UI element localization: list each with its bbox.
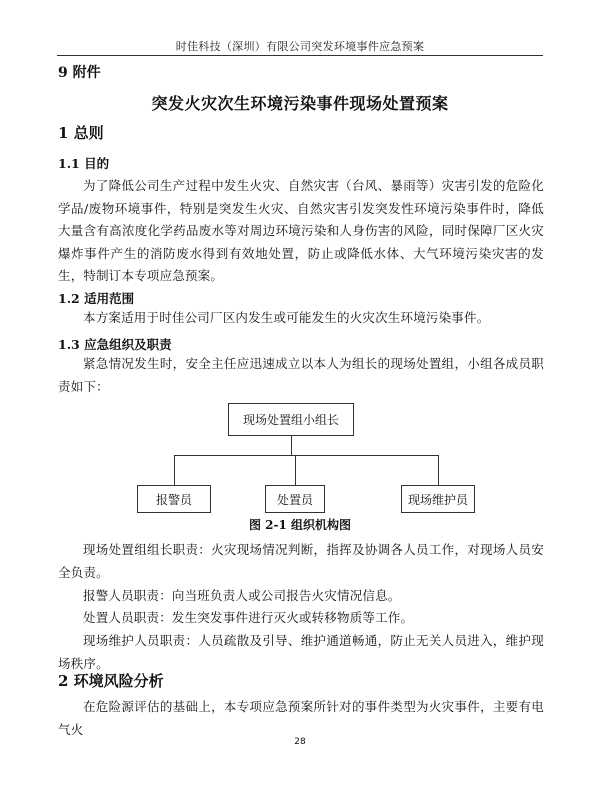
org-chart-child-box: 处置员	[265, 485, 325, 513]
org-chart-child-box: 报警员	[137, 485, 211, 513]
org-chart-connector	[174, 455, 175, 485]
duty-paragraph: 报警人员职责：向当班负责人或公司报告火灾情况信息。	[83, 588, 401, 603]
duty-paragraph: 处置人员职责：发生突发事件进行灭火或转移物质等工作。	[83, 610, 414, 625]
page-header: 时佳科技（深圳）有限公司突发环境事件应急预案	[175, 40, 425, 53]
section-2-paragraph: 在危险源评估的基础上，本专项应急预案所针对的事件类型为火灾事件，主要有电气火	[58, 699, 544, 737]
section-1-2-paragraph: 本方案适用于时佳公司厂区内发生或可能发生的火灾次生环境污染事件。	[83, 310, 490, 325]
section-2-heading: 2 环境风险分析	[58, 672, 164, 690]
section-1-2-heading: 1.2 适用范围	[58, 291, 135, 306]
header-rule	[57, 55, 543, 56]
org-chart-connector	[291, 436, 292, 455]
org-chart-connector	[438, 455, 439, 485]
duty-paragraph: 现场维护人员职责：人员疏散及引导、维护通道畅通，防止无关人员进入，维护现场秩序。	[58, 633, 544, 671]
appendix-heading: 9 附件	[58, 65, 101, 81]
org-chart-connector	[295, 455, 296, 485]
document-title: 突发火灾次生环境污染事件现场处置预案	[151, 94, 449, 113]
section-1-3-paragraph: 紧急情况发生时，安全主任应迅速成立以本人为组长的现场处置组，小组各成员职责如下：	[58, 356, 544, 394]
section-1-3-heading: 1.3 应急组织及职责	[58, 337, 172, 352]
figure-caption: 图 2-1 组织机构图	[248, 518, 352, 532]
duty-paragraph: 现场处置组组长职责：火灾现场情况判断，指挥及协调各人员工作，对现场人员安全负责。	[58, 542, 544, 580]
section-1-heading: 1 总则	[58, 124, 104, 142]
page-number: 28	[294, 737, 306, 747]
org-chart-connector	[174, 455, 438, 456]
section-1-1-heading: 1.1 目的	[58, 156, 110, 171]
section-1-1-paragraph: 为了降低公司生产过程中发生火灾、自然灾害（台风、暴雨等）灾害引发的危险化学品/废物环境事件，特别是突发生火灾、自然灾害引发突发性环境污染事件时，降低大量含有高浓度化学药品废水等对周边环境污染和人身伤害的风险，同时保障厂区火灾爆炸事件产生的消防废水得到有效地处置，防止或降低水体、大气环境污染灾害的发生，特制订本专项应急预案。	[58, 178, 544, 283]
org-chart-root-box: 现场处置组小组长	[228, 403, 354, 436]
org-chart-child-box: 现场维护员	[401, 485, 475, 513]
